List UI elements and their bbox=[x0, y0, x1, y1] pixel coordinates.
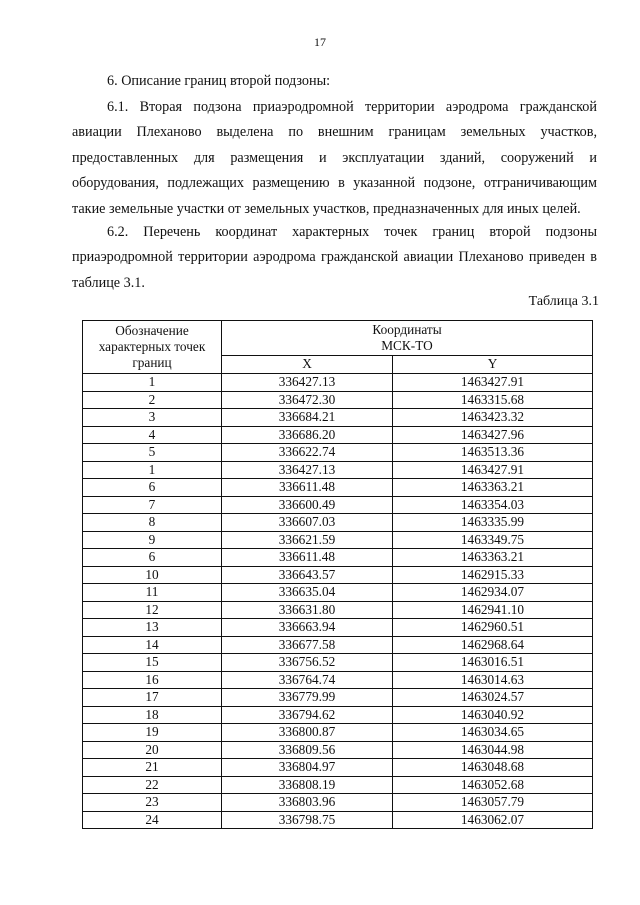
cell-x: 336764.74 bbox=[222, 671, 393, 689]
cell-x: 336686.20 bbox=[222, 426, 393, 444]
cell-x: 336779.99 bbox=[222, 689, 393, 707]
table-row bbox=[83, 671, 593, 689]
table-row bbox=[83, 619, 593, 637]
cell-x: 336622.74 bbox=[222, 444, 393, 462]
header-y: Y bbox=[393, 355, 593, 373]
cell-point: 23 bbox=[83, 794, 222, 812]
cell-x: 336611.48 bbox=[222, 549, 393, 567]
cell-y: 1463062.07 bbox=[393, 811, 593, 829]
cell-point: 19 bbox=[83, 724, 222, 742]
cell-point: 21 bbox=[83, 759, 222, 777]
cell-point: 9 bbox=[83, 531, 222, 549]
cell-y: 1463034.65 bbox=[393, 724, 593, 742]
cell-y: 1463048.68 bbox=[393, 759, 593, 777]
cell-point: 20 bbox=[83, 741, 222, 759]
cell-y: 1463315.68 bbox=[393, 391, 593, 409]
paragraph-6-1 bbox=[72, 95, 597, 222]
cell-point: 8 bbox=[83, 514, 222, 532]
paragraph-line: оборудования, подлежащих размещению в указанной подзоне, отграничивающим bbox=[72, 175, 597, 192]
table-row bbox=[83, 601, 593, 619]
table-row bbox=[83, 444, 593, 462]
table-row bbox=[83, 514, 593, 532]
table-row bbox=[83, 776, 593, 794]
cell-point: 24 bbox=[83, 811, 222, 829]
header-point-designation: Обозначение характерных точек границ bbox=[83, 321, 222, 374]
page-number: 17 bbox=[314, 35, 326, 49]
cell-y: 1463513.36 bbox=[393, 444, 593, 462]
cell-x: 336427.13 bbox=[222, 461, 393, 479]
table-row bbox=[83, 479, 593, 497]
coordinates-table bbox=[82, 320, 593, 829]
table-row bbox=[83, 426, 593, 444]
cell-x: 336798.75 bbox=[222, 811, 393, 829]
cell-y: 1462934.07 bbox=[393, 584, 593, 602]
cell-x: 336684.21 bbox=[222, 409, 393, 427]
cell-y: 1462960.51 bbox=[393, 619, 593, 637]
table-body bbox=[83, 374, 593, 829]
header-coordinate-system: МСК-ТО bbox=[381, 337, 433, 353]
cell-point: 2 bbox=[83, 391, 222, 409]
cell-point: 10 bbox=[83, 566, 222, 584]
cell-x: 336472.30 bbox=[222, 391, 393, 409]
cell-point: 13 bbox=[83, 619, 222, 637]
cell-point: 17 bbox=[83, 689, 222, 707]
cell-point: 14 bbox=[83, 636, 222, 654]
cell-x: 336427.13 bbox=[222, 374, 393, 392]
cell-y: 1462968.64 bbox=[393, 636, 593, 654]
header-coordinates bbox=[222, 321, 593, 356]
cell-y: 1463052.68 bbox=[393, 776, 593, 794]
cell-y: 1462941.10 bbox=[393, 601, 593, 619]
cell-y: 1463423.32 bbox=[393, 409, 593, 427]
cell-y: 1462915.33 bbox=[393, 566, 593, 584]
cell-y: 1463427.96 bbox=[393, 426, 593, 444]
cell-x: 336794.62 bbox=[222, 706, 393, 724]
cell-x: 336803.96 bbox=[222, 794, 393, 812]
cell-point: 1 bbox=[83, 461, 222, 479]
header-x: X bbox=[222, 355, 393, 373]
paragraph-line: такие земельные участки от земельных участков, предназначенных для иных целей. bbox=[72, 200, 581, 217]
cell-x: 336611.48 bbox=[222, 479, 393, 497]
cell-y: 1463024.57 bbox=[393, 689, 593, 707]
table-row bbox=[83, 391, 593, 409]
cell-y: 1463349.75 bbox=[393, 531, 593, 549]
cell-point: 22 bbox=[83, 776, 222, 794]
cell-y: 1463363.21 bbox=[393, 549, 593, 567]
cell-x: 336677.58 bbox=[222, 636, 393, 654]
table-row bbox=[83, 654, 593, 672]
cell-point: 12 bbox=[83, 601, 222, 619]
cell-y: 1463014.63 bbox=[393, 671, 593, 689]
cell-point: 6 bbox=[83, 549, 222, 567]
table-row bbox=[83, 759, 593, 777]
cell-y: 1463016.51 bbox=[393, 654, 593, 672]
paragraph-6-2 bbox=[72, 220, 597, 296]
table-row bbox=[83, 461, 593, 479]
cell-x: 336631.80 bbox=[222, 601, 393, 619]
cell-y: 1463354.03 bbox=[393, 496, 593, 514]
cell-y: 1463057.79 bbox=[393, 794, 593, 812]
cell-x: 336607.03 bbox=[222, 514, 393, 532]
cell-x: 336756.52 bbox=[222, 654, 393, 672]
cell-point: 15 bbox=[83, 654, 222, 672]
paragraph-line: предоставленных для размещения и эксплуатации зданий, сооружений и bbox=[72, 149, 597, 166]
header-coordinates-title: Координаты bbox=[372, 321, 442, 337]
table-row bbox=[83, 531, 593, 549]
table-row bbox=[83, 549, 593, 567]
cell-point: 18 bbox=[83, 706, 222, 724]
cell-point: 1 bbox=[83, 374, 222, 392]
paragraph-line: таблице 3.1. bbox=[72, 274, 145, 291]
table-row bbox=[83, 794, 593, 812]
paragraph-line: 6.1. Вторая подзона приаэродромной территории аэродрома гражданской bbox=[107, 99, 597, 115]
table-row bbox=[83, 374, 593, 392]
cell-point: 3 bbox=[83, 409, 222, 427]
cell-y: 1463044.98 bbox=[393, 741, 593, 759]
cell-x: 336643.57 bbox=[222, 566, 393, 584]
paragraph-line: приаэродромной территории аэродрома гражданской авиации Плеханово приведен в bbox=[72, 249, 597, 266]
paragraph-line: авиации Плеханово выделена по внешним границам земельных участков, bbox=[72, 124, 597, 141]
cell-point: 5 bbox=[83, 444, 222, 462]
table-row bbox=[83, 724, 593, 742]
cell-y: 1463363.21 bbox=[393, 479, 593, 497]
cell-point: 11 bbox=[83, 584, 222, 602]
table-row bbox=[83, 409, 593, 427]
cell-x: 336635.04 bbox=[222, 584, 393, 602]
table-row bbox=[83, 584, 593, 602]
table-row bbox=[83, 566, 593, 584]
cell-x: 336804.97 bbox=[222, 759, 393, 777]
cell-x: 336663.94 bbox=[222, 619, 393, 637]
cell-x: 336808.19 bbox=[222, 776, 393, 794]
cell-x: 336809.56 bbox=[222, 741, 393, 759]
table-row bbox=[83, 706, 593, 724]
cell-point: 16 bbox=[83, 671, 222, 689]
cell-y: 1463427.91 bbox=[393, 374, 593, 392]
paragraph-line: 6.2. Перечень координат характерных точек границ второй подзоны bbox=[107, 224, 597, 240]
cell-point: 6 bbox=[83, 479, 222, 497]
table-row bbox=[83, 689, 593, 707]
table-row bbox=[83, 496, 593, 514]
table-row bbox=[83, 636, 593, 654]
cell-y: 1463427.91 bbox=[393, 461, 593, 479]
cell-x: 336621.59 bbox=[222, 531, 393, 549]
table-row bbox=[83, 741, 593, 759]
cell-point: 7 bbox=[83, 496, 222, 514]
cell-y: 1463040.92 bbox=[393, 706, 593, 724]
cell-y: 1463335.99 bbox=[393, 514, 593, 532]
table-caption: Таблица 3.1 bbox=[528, 294, 599, 309]
cell-x: 336800.87 bbox=[222, 724, 393, 742]
cell-x: 336600.49 bbox=[222, 496, 393, 514]
table-row bbox=[83, 811, 593, 829]
cell-point: 4 bbox=[83, 426, 222, 444]
section-heading: 6. Описание границ второй подзоны: bbox=[107, 73, 331, 89]
